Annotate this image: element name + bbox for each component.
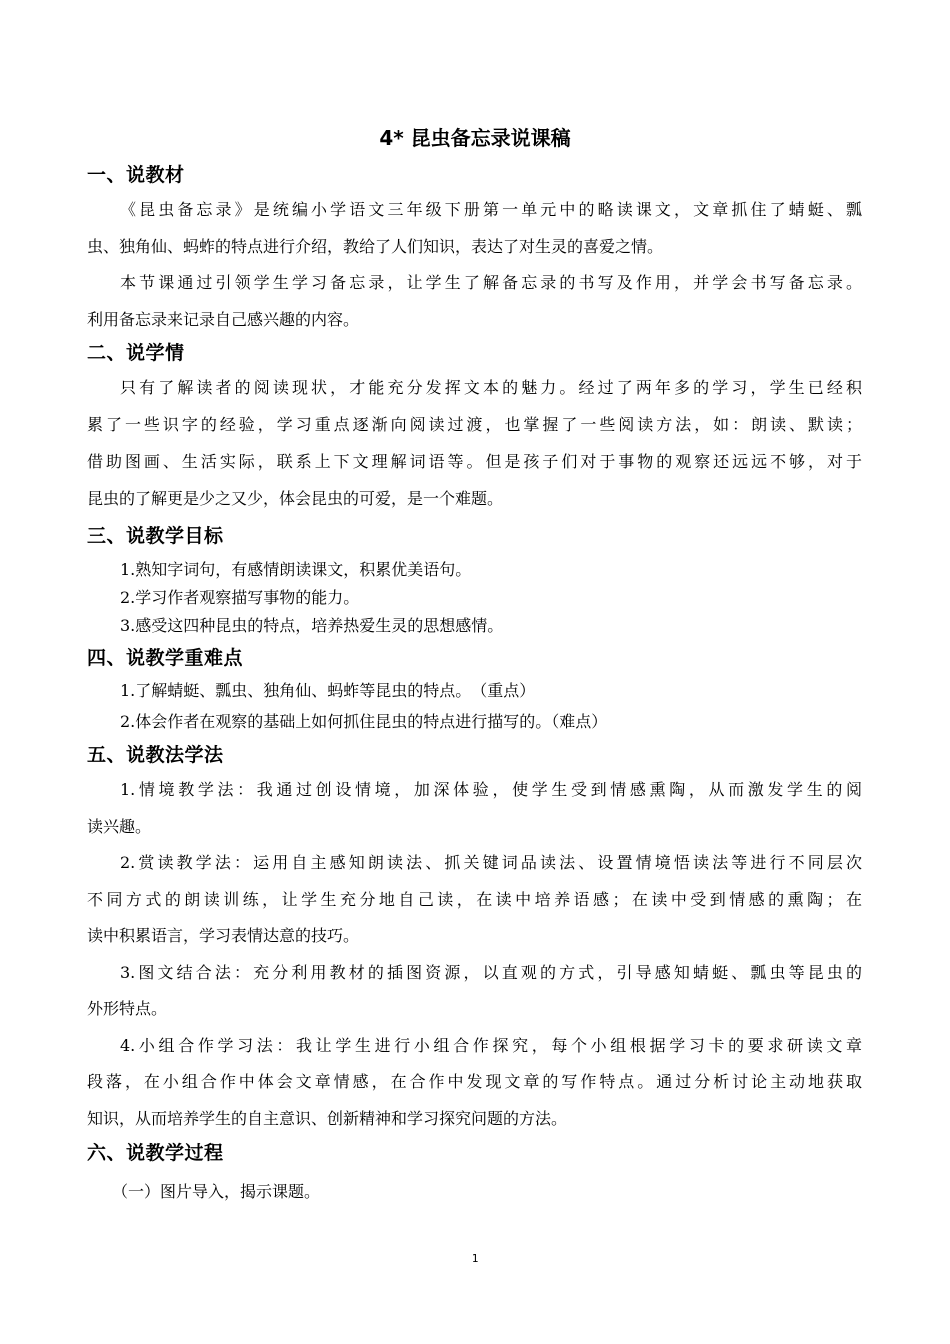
method-line: 读兴趣。	[87, 817, 152, 836]
section-heading-teaching-goals: 三、说教学目标	[87, 525, 224, 547]
paragraph-line: 利用备忘录来记录自己感兴趣的内容。	[87, 310, 360, 329]
method-line: 1.情境教学法：我通过创设情境，加深体验，使学生受到情感熏陶，从而激发学生的阅	[120, 780, 862, 799]
method-line: 知识，从而培养学生的自主意识、创新精神和学习探究问题的方法。	[87, 1109, 568, 1128]
goal-item: 3.感受这四种昆虫的特点，培养热爱生灵的思想感情。	[120, 616, 504, 635]
section-heading-key-difficult-points: 四、说教学重难点	[87, 647, 244, 669]
paragraph-line: 只有了解读者的阅读现状，才能充分发挥文本的魅力。经过了两年多的学习，学生已经积	[120, 378, 862, 397]
paragraph-line: 累了一些识字的经验，学习重点逐渐向阅读过渡，也掌握了一些阅读方法，如：朗读、默读；	[87, 415, 862, 434]
method-line: 读中积累语言，学习表情达意的技巧。	[87, 926, 360, 945]
paragraph-line: 本节课通过引领学生学习备忘录，让学生了解备忘录的书写及作用，并学会书写备忘录。	[120, 273, 862, 292]
method-line: 3.图文结合法：充分利用教材的插图资源，以直观的方式，引导感知蜻蜓、瓢虫等昆虫的	[120, 963, 862, 982]
document-title: 4* 昆虫备忘录说课稿	[379, 126, 571, 150]
page-number: 1	[471, 1252, 479, 1265]
method-line: 外形特点。	[87, 999, 168, 1018]
goal-item: 2.学习作者观察描写事物的能力。	[120, 588, 360, 607]
paragraph-line: 《昆虫备忘录》是统编小学语文三年级下册第一单元中的略读课文，文章抓住了蜻蜓、瓢	[120, 200, 862, 219]
method-line: 2.赏读教学法：运用自主感知朗读法、抓关键词品读法、设置情境悟读法等进行不同层次	[120, 853, 862, 872]
goal-item: 1.熟知字词句，有感情朗读课文，积累优美语句。	[120, 560, 472, 579]
method-line: 段落，在小组合作中体会文章情感，在合作中发现文章的写作特点。通过分析讨论主动地获取	[87, 1072, 862, 1091]
section-heading-teaching-material: 一、说教材	[87, 164, 185, 186]
difficult-point-item: 2.体会作者在观察的基础上如何抓住昆虫的特点进行描写的。（难点）	[120, 712, 608, 731]
section-heading-student-analysis: 二、说学情	[87, 342, 185, 364]
process-step: （一）图片导入，揭示课题。	[112, 1182, 321, 1201]
section-heading-teaching-methods: 五、说教法学法	[87, 744, 224, 766]
paragraph-line: 借助图画、生活实际，联系上下文理解词语等。但是孩子们对于事物的观察还远远不够，对于	[87, 452, 862, 471]
method-line: 不同方式的朗读训练，让学生充分地自己读，在读中培养语感；在读中受到情感的熏陶；在	[87, 890, 862, 909]
paragraph-line: 昆虫的了解更是少之又少，体会昆虫的可爱，是一个难题。	[87, 489, 504, 508]
section-heading-teaching-process: 六、说教学过程	[87, 1142, 224, 1164]
method-line: 4.小组合作学习法：我让学生进行小组合作探究，每个小组根据学习卡的要求研读文章	[120, 1036, 862, 1055]
key-point-item: 1.了解蜻蜓、瓢虫、独角仙、蚂蚱等昆虫的特点。 （重点）	[120, 681, 536, 700]
paragraph-line: 虫、独角仙、蚂蚱的特点进行介绍，教给了人们知识，表达了对生灵的喜爱之情。	[87, 237, 664, 256]
